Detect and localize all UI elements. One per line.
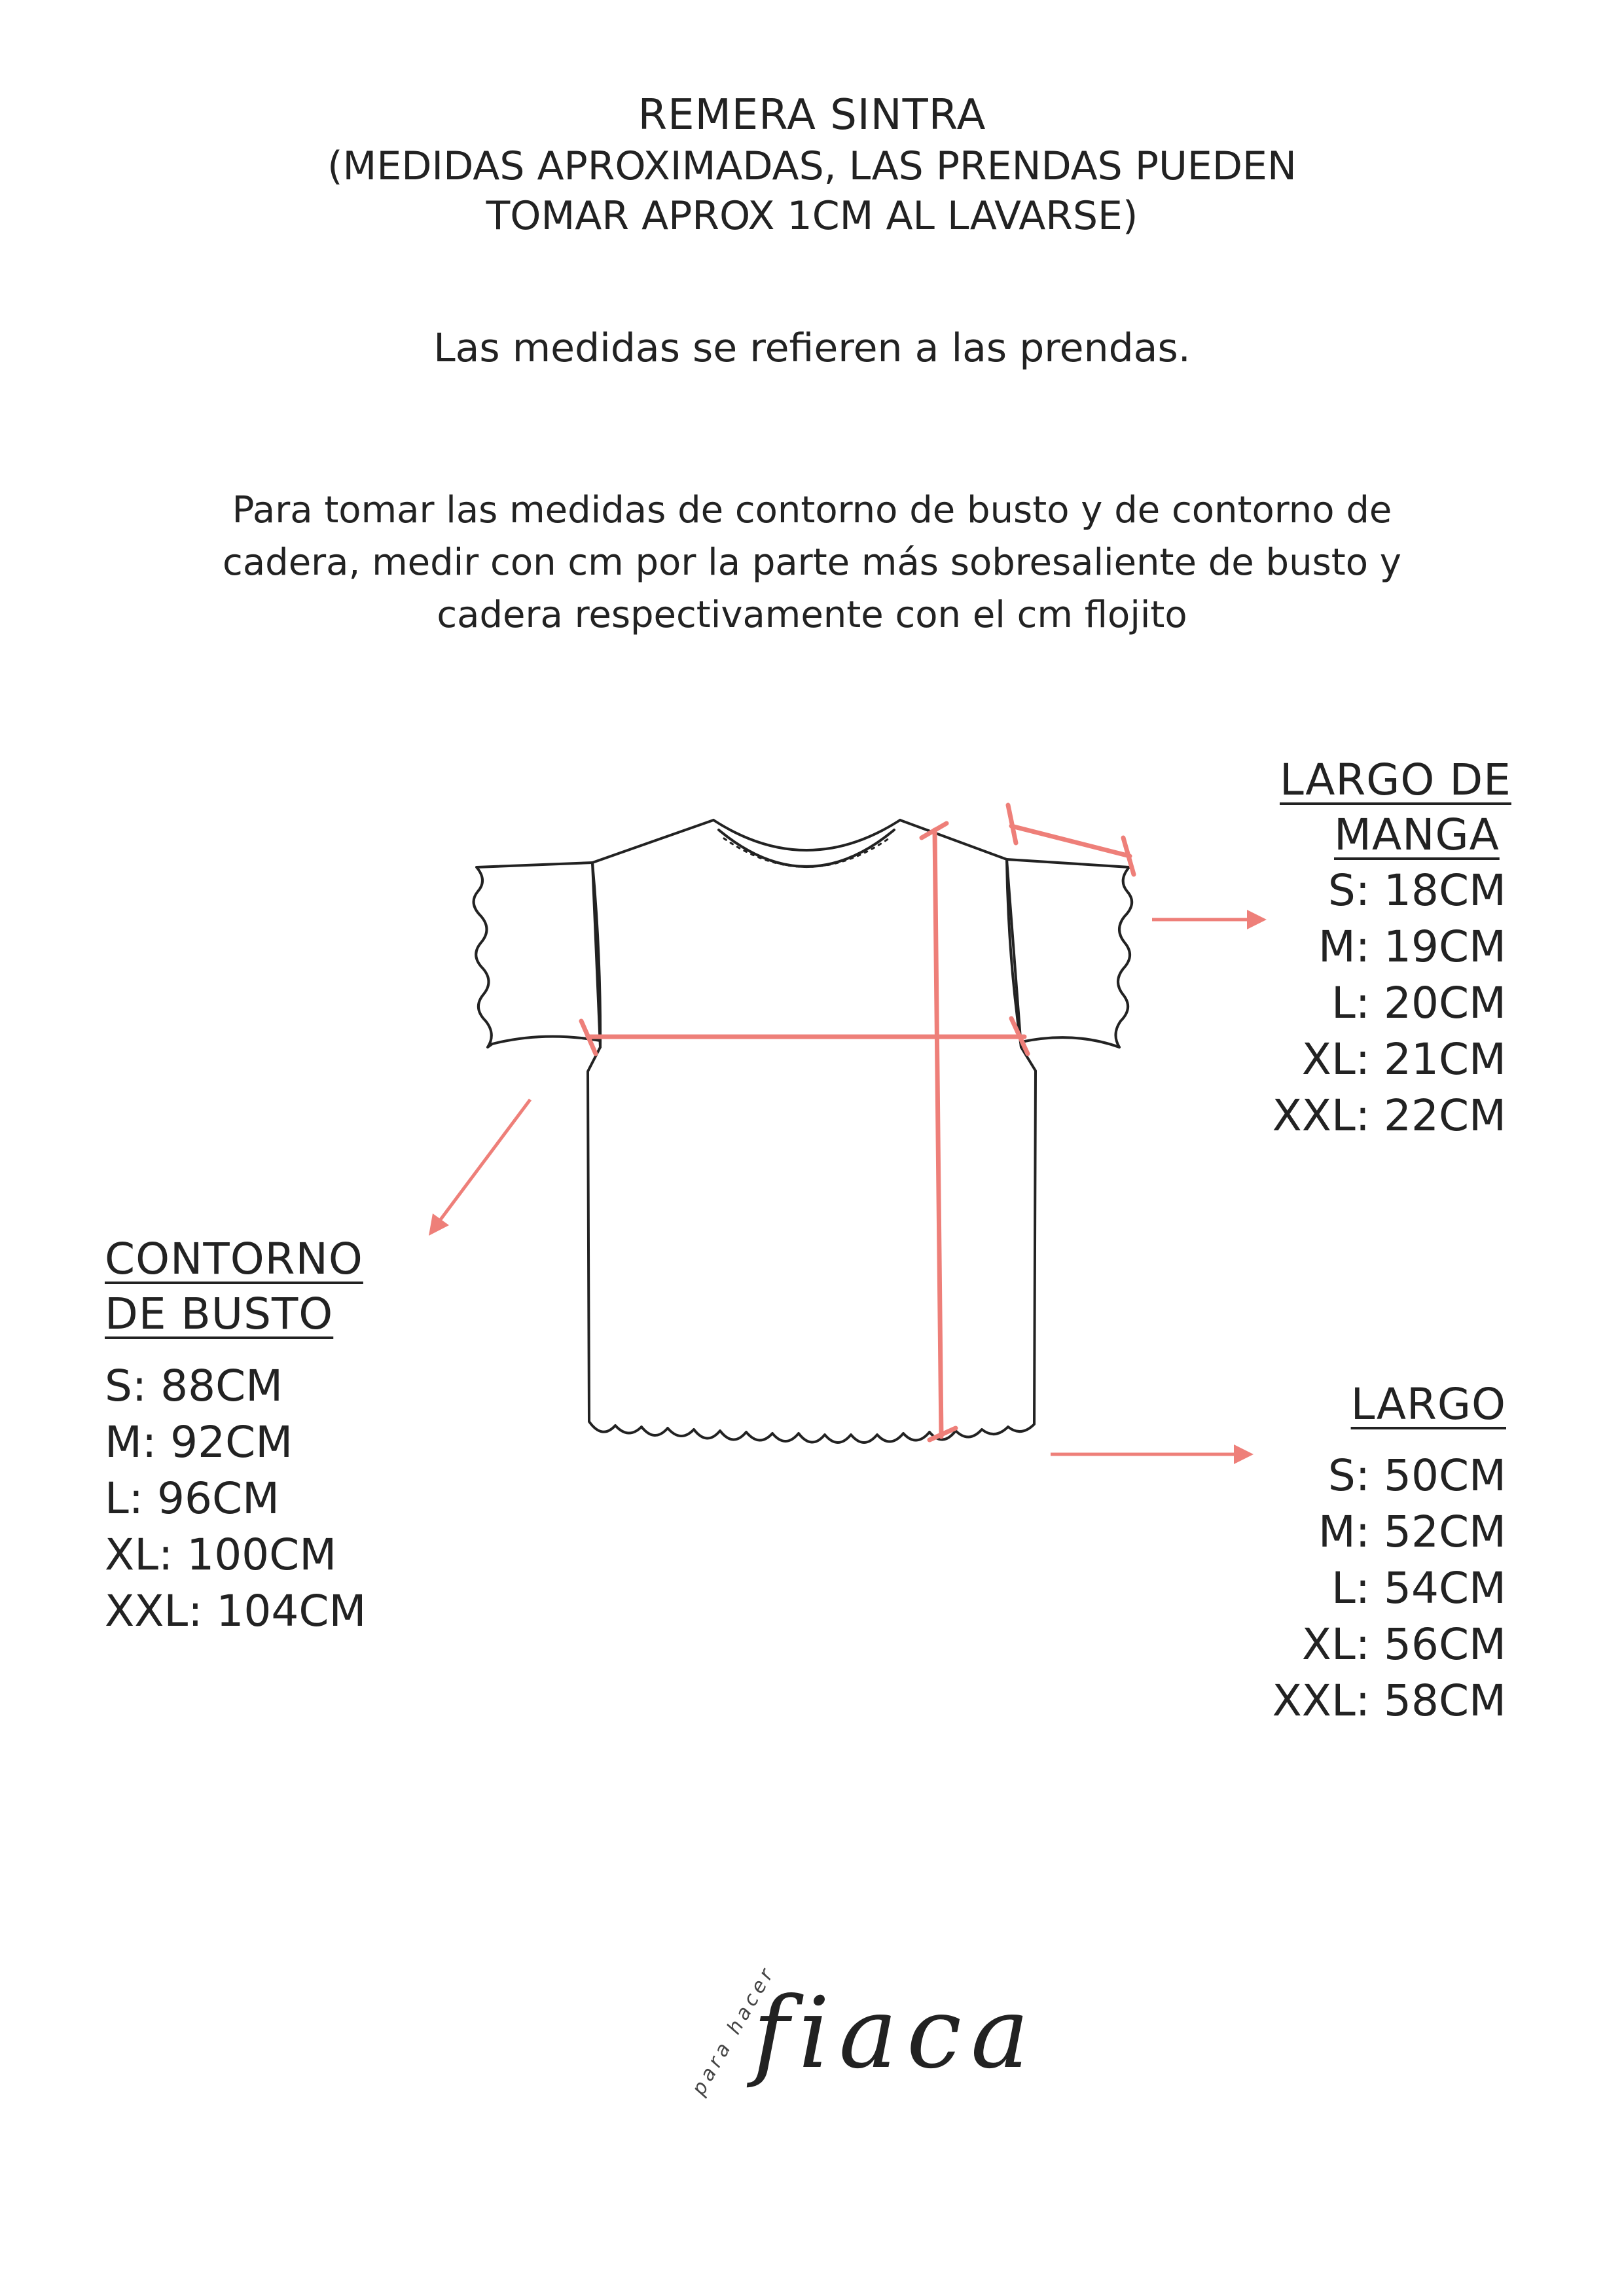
list-item: S: 50CM bbox=[1327, 1450, 1506, 1501]
bust-heading-line-2: DE BUSTO bbox=[105, 1289, 334, 1339]
instructions-line-3: cadera respectivamente con el cm flojito bbox=[437, 594, 1187, 636]
instructions-line-1: Para tomar las medidas de contorno de busto y de contorno de bbox=[232, 489, 1392, 531]
measure-lines bbox=[581, 805, 1134, 1440]
document-title: REMERA SINTRA bbox=[638, 91, 986, 139]
bust-size-list bbox=[105, 1358, 366, 1640]
list-item: XL: 21CM bbox=[1301, 1034, 1506, 1085]
list-item: S: 18CM bbox=[1327, 865, 1506, 916]
note-line-2: TOMAR APROX 1CM AL LAVARSE) bbox=[486, 193, 1138, 239]
list-item: XXL: 58CM bbox=[1272, 1676, 1506, 1726]
list-item: M: 19CM bbox=[1318, 922, 1506, 972]
intro-text: Las medidas se refieren a las prendas. bbox=[433, 325, 1191, 371]
list-item: XL: 100CM bbox=[105, 1530, 337, 1580]
length-size-list bbox=[1272, 1448, 1506, 1729]
logo-main-text: fiaca bbox=[753, 1977, 1039, 2090]
length-heading: LARGO bbox=[1350, 1379, 1506, 1429]
t-shirt-outline bbox=[474, 820, 1132, 1443]
note-line-1: (MEDIDAS APROXIMADAS, LAS PRENDAS PUEDEN bbox=[327, 143, 1297, 189]
list-item: S: 88CM bbox=[105, 1361, 283, 1411]
list-item: L: 20CM bbox=[1331, 978, 1506, 1028]
instructions-line-2: cadera, medir con cm por la parte más sobresaliente de busto y bbox=[223, 541, 1401, 584]
brand-logo bbox=[668, 1962, 1039, 2121]
logo-small-text: para hacer bbox=[687, 1962, 780, 2100]
sleeve-heading-line-1: LARGO DE bbox=[1280, 755, 1511, 805]
list-item: M: 52CM bbox=[1318, 1507, 1506, 1557]
sleeve-size-list bbox=[1272, 863, 1506, 1144]
bust-heading-line-1: CONTORNO bbox=[105, 1234, 363, 1284]
list-item: L: 54CM bbox=[1331, 1563, 1506, 1613]
list-item: XXL: 22CM bbox=[1272, 1090, 1506, 1141]
sleeve-heading-line-2: MANGA bbox=[1334, 810, 1500, 860]
arrow-icon bbox=[429, 910, 1267, 1464]
list-item: XXL: 104CM bbox=[105, 1586, 367, 1636]
list-item: L: 96CM bbox=[105, 1473, 280, 1524]
list-item: M: 92CM bbox=[105, 1417, 293, 1467]
list-item: XL: 56CM bbox=[1301, 1619, 1506, 1670]
